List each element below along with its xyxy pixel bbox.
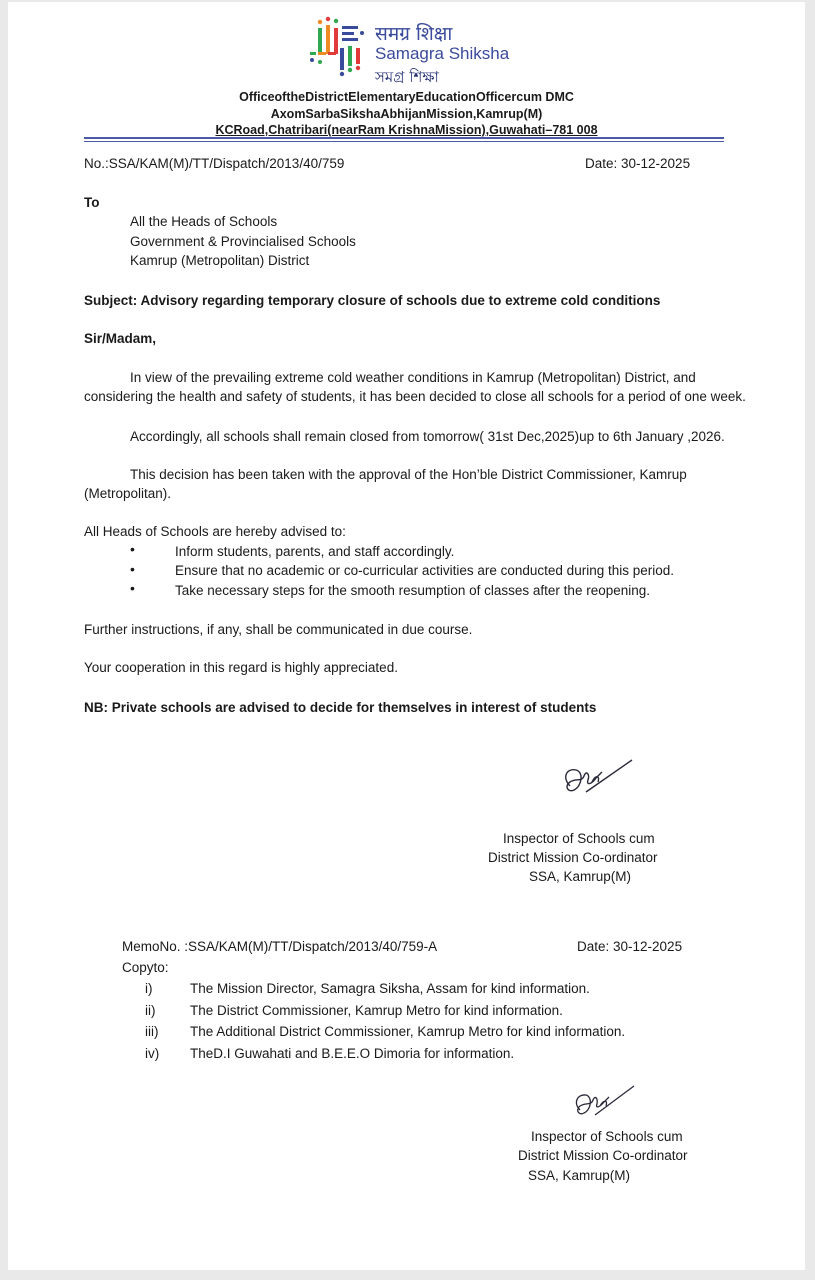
- copy-item-text: TheD.I Guwahati and B.E.E.O Dimoria for information.: [190, 1046, 515, 1061]
- office-header-line3: KCRoad,Chatribari(nearRam KrishnaMission),Guwahati–781 008: [215, 123, 598, 137]
- letter-date: Date: 30-12-2025: [585, 156, 691, 171]
- copy-item-number: ii): [145, 1003, 156, 1018]
- copy-item-number: iv): [145, 1046, 160, 1061]
- bullet-icon: •: [130, 580, 135, 596]
- memo-signatory-title: Inspector of Schools cum: [531, 1129, 683, 1144]
- subject-line: Subject: Advisory regarding temporary closure of schools due to extreme cold conditions: [84, 293, 661, 308]
- samagra-shiksha-logo-icon: [306, 16, 382, 82]
- signatory-title: Inspector of Schools cum: [503, 831, 655, 846]
- paragraph-1-line-1: In view of the prevailing extreme cold weather conditions in Kamrup (Metropolitan) District, and: [130, 370, 696, 385]
- addressee-line: All the Heads of Schools: [130, 214, 278, 229]
- header-divider-thin: [84, 141, 724, 142]
- copy-item-number: i): [145, 981, 153, 996]
- addressee-line: Government & Provincialised Schools: [130, 234, 356, 249]
- further-instructions: Further instructions, if any, shall be communicated in due course.: [84, 622, 473, 637]
- signatory-designation: District Mission Co-ordinator: [488, 850, 658, 865]
- signature-icon: [556, 756, 636, 806]
- bullet-icon: •: [130, 541, 135, 557]
- advised-intro: All Heads of Schools are hereby advised to:: [84, 524, 346, 539]
- memo-signatory-office: SSA, Kamrup(M): [528, 1168, 631, 1183]
- logo-hindi-text: समग्र शिक्षा: [375, 23, 453, 45]
- office-header-line2: AxomSarbaSikshaAbhijanMission,Kamrup(M): [270, 107, 543, 121]
- addressee-line: Kamrup (Metropolitan) District: [130, 253, 310, 268]
- paragraph-1-line-2: considering the health and safety of students, it has been decided to close all schools for a period of one week.: [84, 389, 746, 404]
- signature-icon: [568, 1082, 638, 1128]
- paragraph-3-line-2: (Metropolitan).: [84, 486, 172, 501]
- bullet-item: Take necessary steps for the smooth resumption of classes after the reopening.: [175, 583, 650, 598]
- signatory-office: SSA, Kamrup(M): [529, 869, 632, 884]
- nb-note: NB: Private schools are advised to decide for themselves in interest of students: [84, 700, 597, 715]
- bullet-item: Ensure that no academic or co-curricular activities are conducted during this period.: [175, 563, 674, 578]
- memo-date: Date: 30-12-2025: [577, 939, 683, 954]
- logo-english-text: Samagra Shiksha: [375, 44, 510, 63]
- memo-signatory-designation: District Mission Co-ordinator: [518, 1148, 688, 1163]
- to-label: To: [84, 195, 100, 210]
- copy-item-text: The District Commissioner, Kamrup Metro for kind information.: [190, 1003, 563, 1018]
- logo-assamese-text: সমগ্ৰ শিক্ষা: [375, 68, 439, 86]
- bullet-item: Inform students, parents, and staff accordingly.: [175, 544, 455, 559]
- salutation: Sir/Madam,: [84, 331, 157, 346]
- paragraph-3-line-1: This decision has been taken with the approval of the Hon’ble District Commissioner, Kamrup: [130, 467, 687, 482]
- cooperation-note: Your cooperation in this regard is highly appreciated.: [84, 660, 398, 675]
- copy-item-text: The Additional District Commissioner, Kamrup Metro for kind information.: [190, 1024, 626, 1039]
- header-divider: [84, 137, 724, 139]
- reference-number: No.:SSA/KAM(M)/TT/Dispatch/2013/40/759: [84, 156, 345, 171]
- office-header-line1: OfficeoftheDistrictElementaryEducationOfficercum DMC: [239, 90, 574, 104]
- paragraph-2: Accordingly, all schools shall remain closed from tomorrow( 31st Dec,2025)up to 6th January ,2026.: [130, 429, 725, 444]
- copy-item-number: iii): [145, 1024, 159, 1039]
- letter-page: [8, 2, 805, 1270]
- memo-number: MemoNo. :SSA/KAM(M)/TT/Dispatch/2013/40/759-A: [122, 939, 438, 954]
- copy-to-label: Copyto:: [122, 960, 169, 975]
- bullet-icon: •: [130, 561, 135, 577]
- copy-item-text: The Mission Director, Samagra Siksha, Assam for kind information.: [190, 981, 590, 996]
